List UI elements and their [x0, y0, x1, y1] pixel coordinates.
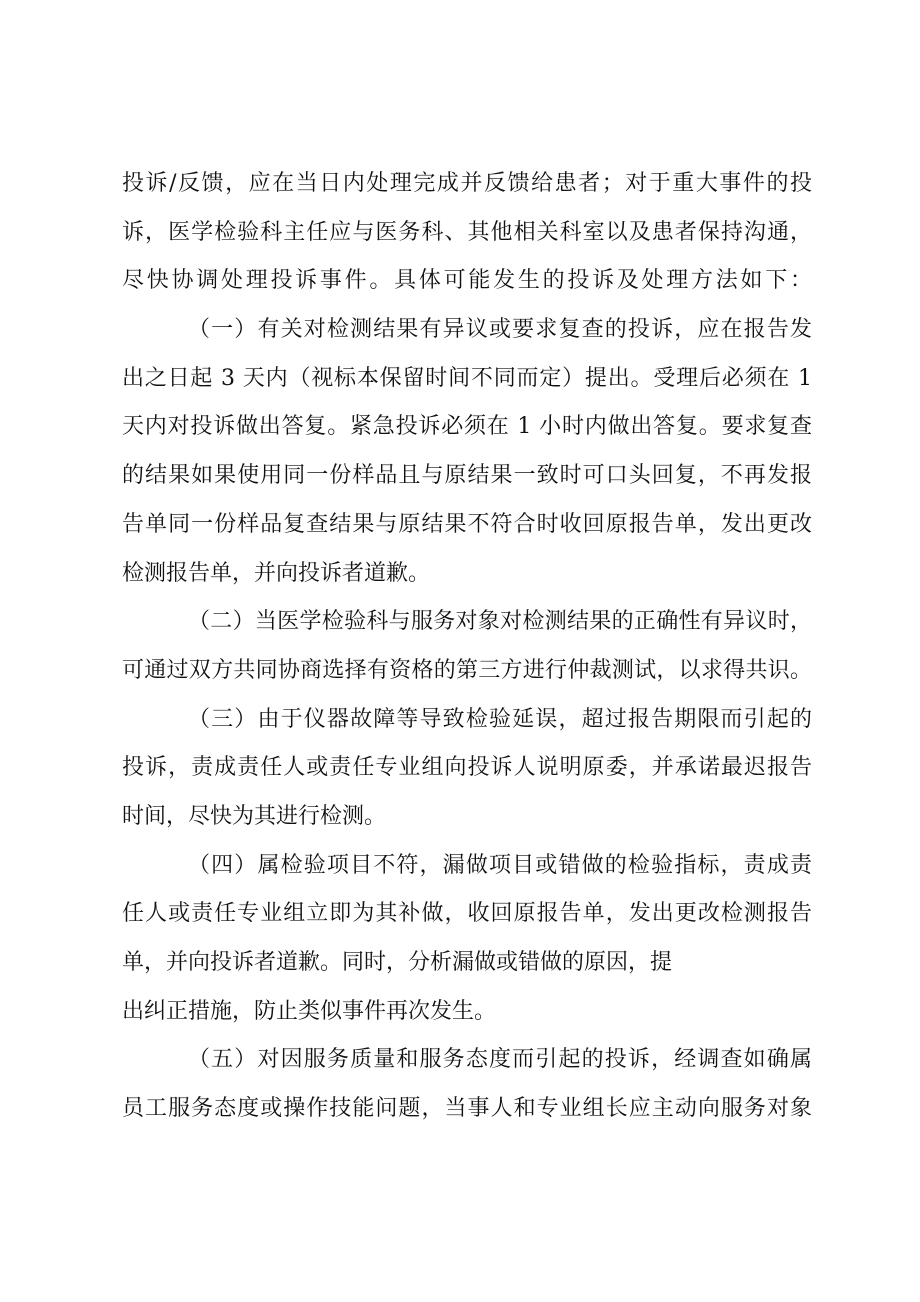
text-line: （四）属检验项目不符，漏做项目或错做的检验指标，责成责: [188, 852, 812, 878]
text-line: 投诉，责成责任人或责任专业组向投诉人说明原委，并承诺最迟报告: [122, 755, 812, 781]
text-line: 投诉/反馈，应在当日内处理完成并反馈给患者；对于重大事件的投: [122, 171, 812, 196]
text-line: （五）对因服务质量和服务态度而引起的投诉，经调查如确属: [188, 1047, 812, 1073]
text-line: 诉，医学检验科主任应与医务科、其他相关科室以及患者保持沟通，: [122, 219, 812, 245]
text-line: 检测报告单，并向投诉者道歉。: [122, 560, 431, 586]
text-line: （二）当医学检验科与服务对象对检测结果的正确性有异议时，: [188, 609, 812, 635]
text-line: 可通过双方共同协商选择有资格的第三方进行仲裁测试，以求得共识。: [122, 657, 812, 683]
text-line: 出纠正措施，防止类似事件再次发生。: [122, 998, 497, 1024]
text-line: 员工服务态度或操作技能问题，当事人和专业组长应主动向服务对象: [122, 1096, 812, 1122]
text-line: 任人或责任专业组立即为其补做，收回原报告单，发出更改检测报告: [122, 901, 812, 927]
text-line: 出之日起 3 天内（视标本保留时间不同而定）提出。受理后必须在 1: [122, 365, 812, 391]
body-text: [122, 160, 812, 1134]
text-line: 告单同一份样品复查结果与原结果不符合时收回原报告单，发出更改: [122, 511, 812, 537]
text-line: 尽快协调处理投诉事件。具体可能发生的投诉及处理方法如下：: [122, 268, 812, 294]
text-line: 天内对投诉做出答复。紧急投诉必须在 1 小时内做出答复。要求复查: [122, 414, 812, 440]
text-line: 的结果如果使用同一份样品且与原结果一致时可口头回复，不再发报: [122, 463, 812, 489]
text-line: （三）由于仪器故障等导致检验延误，超过报告期限而引起的: [188, 706, 812, 732]
text-line: 单，并向投诉者道歉。同时，分析漏做或错做的原因，提: [122, 950, 673, 975]
text-line: 时间，尽快为其进行检测。: [122, 803, 387, 829]
text-line: （一）有关对检测结果有异议或要求复查的投诉，应在报告发: [188, 317, 812, 343]
